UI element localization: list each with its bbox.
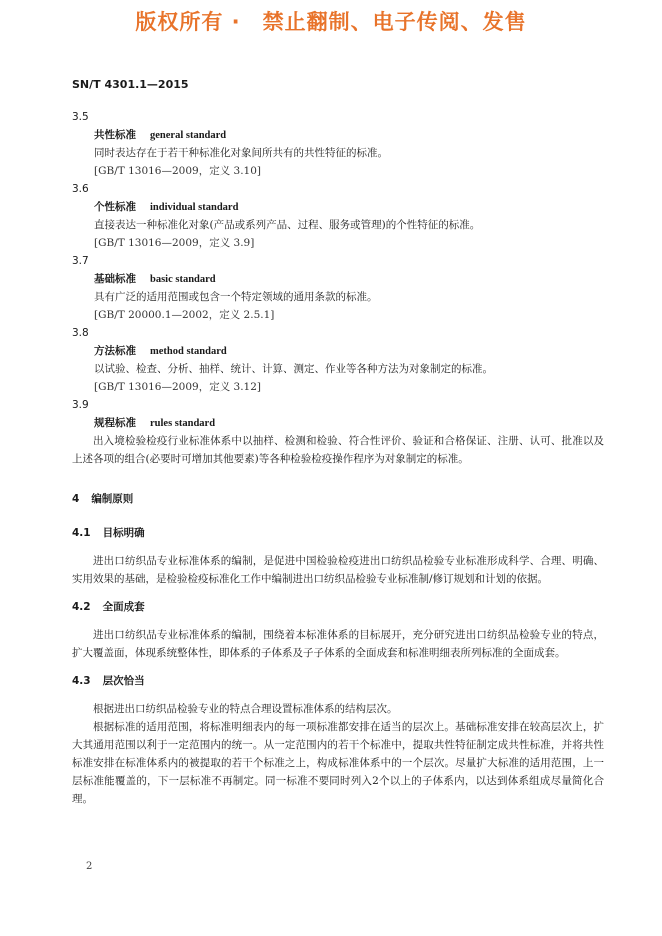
section-heading xyxy=(72,490,604,508)
subsection-heading xyxy=(72,524,604,542)
term-zh: 方法标准 xyxy=(94,345,136,357)
term-reference: [GB/T 13016—2009，定义 3.9] xyxy=(94,237,255,249)
term-zh: 共性标准 xyxy=(94,129,136,141)
subsection-heading xyxy=(72,598,604,616)
term-zh: 规程标准 xyxy=(94,417,136,429)
term-entry xyxy=(72,252,604,324)
clause-number: 3.5 xyxy=(72,111,89,123)
term-reference: [GB/T 13016—2009，定义 3.10] xyxy=(94,165,262,177)
term-heading xyxy=(94,198,604,216)
term-entry xyxy=(72,180,604,252)
page-number: 2 xyxy=(86,861,93,872)
subsection-title: 全面成套 xyxy=(102,601,145,613)
clause-number: 3.6 xyxy=(72,183,89,195)
term-entry xyxy=(72,108,604,180)
watermark-banner: 版权所有 · 禁止翻制、电子传阅、发售 xyxy=(135,10,527,34)
term-heading xyxy=(94,270,604,288)
subsection-number: 4.1 xyxy=(72,527,91,539)
term-heading xyxy=(94,126,604,144)
term-definition: 直接表达一种标准化对象(产品或系列产品、过程、服务或管理)的个性特征的标准。 xyxy=(94,219,481,231)
subsection-number: 4.2 xyxy=(72,601,91,613)
section-number: 4 xyxy=(72,493,80,505)
paragraph: 根据标准的适用范围，将标准明细表内的每一项标准都安排在适当的层次上。基础标准安排在较高层次上，扩大其通用范围以利于一定范围内的统一。从一定范围内的若干个标准中，提取共性特征制定成共性标准，并将共性标准安排在标准体系内的被提取的若干个标准之上，构成标准体系中的一个层次。尽量扩大标准的适用范围，上一层标准能覆盖的，下一层标准不再制定。同一标准不要同时列入2个以上的子体系内，以达到体系组成尽量简化合理。 xyxy=(72,721,604,805)
term-reference: [GB/T 13016—2009，定义 3.12] xyxy=(94,381,262,393)
term-heading xyxy=(94,342,604,360)
subsection-title: 目标明确 xyxy=(102,527,145,539)
subsection-number: 4.3 xyxy=(72,675,91,687)
document-body xyxy=(72,108,604,808)
paragraph: 进出口纺织品专业标准体系的编制，是促进中国检验检疫进出口纺织品检验专业标准形成科学、合理、明确、实用效果的基础，是检验检疫标准化工作中编制进出口纺织品检验专业标准制/修订规划和计划的依据。 xyxy=(72,555,604,585)
term-zh: 基础标准 xyxy=(94,273,136,285)
term-en: general standard xyxy=(150,130,227,141)
paragraph: 根据进出口纺织品检验专业的特点合理设置标准体系的结构层次。 xyxy=(93,703,398,715)
term-en: rules standard xyxy=(150,418,216,429)
term-heading xyxy=(94,414,604,432)
term-en: individual standard xyxy=(150,202,239,213)
term-zh: 个性标准 xyxy=(94,201,136,213)
term-definition: 出入境检验检疫行业标准体系中以抽样、检测和检验、符合性评价、验证和合格保证、注册、认可、批准以及上述各项的组合(必要时可增加其他要素)等各种检验检疫操作程序为对象制定的标准。 xyxy=(72,435,604,465)
term-en: basic standard xyxy=(150,274,216,285)
term-en: method standard xyxy=(150,346,227,357)
term-reference: [GB/T 20000.1—2002，定义 2.5.1] xyxy=(94,309,275,321)
term-entry xyxy=(72,396,604,468)
clause-number: 3.9 xyxy=(72,399,89,411)
document-number: SN/T 4301.1—2015 xyxy=(72,78,189,91)
paragraph: 进出口纺织品专业标准体系的编制，围绕着本标准体系的目标展开，充分研究进出口纺织品检验专业的特点，扩大覆盖面，体现系统整体性，即体系的子体系及子子体系的全面成套和标准明细表所列标准的全面成套。 xyxy=(72,629,604,659)
term-entry xyxy=(72,324,604,396)
term-definition: 同时表达存在于若干种标准化对象间所共有的共性特征的标准。 xyxy=(94,147,388,159)
term-definition: 具有广泛的适用范围或包含一个特定领域的通用条款的标准。 xyxy=(94,291,378,303)
clause-number: 3.7 xyxy=(72,255,89,267)
clause-number: 3.8 xyxy=(72,327,89,339)
subsection-title: 层次恰当 xyxy=(102,675,145,687)
subsection-heading xyxy=(72,672,604,690)
section-title: 编制原则 xyxy=(91,493,134,505)
term-definition: 以试验、检查、分析、抽样、统计、计算、测定、作业等各种方法为对象制定的标准。 xyxy=(94,363,493,375)
